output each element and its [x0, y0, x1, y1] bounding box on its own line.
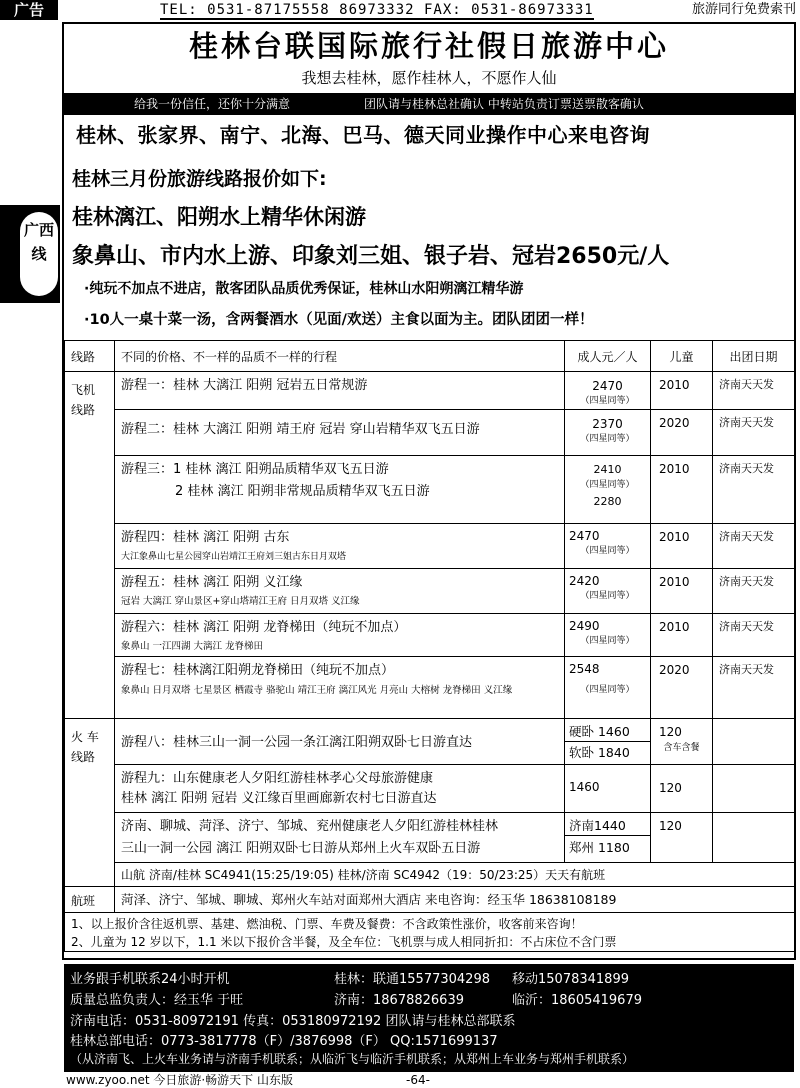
footer-text: 移动15078341899 — [512, 972, 629, 987]
header-cell: 线路 — [65, 341, 115, 372]
table-row: 火 车线路 游程八：桂林三山一洞一公园一条江漓江阳朔双卧七日游直达 硬卧 1460 软卧 1840 120 含车含餐 — [65, 719, 795, 765]
agency-title: 桂林台联国际旅行社假日旅游中心 — [188, 29, 669, 63]
routes-table — [64, 340, 795, 952]
footer-text: 业务跟手机联系24小时开机 — [70, 972, 230, 987]
header-cell: 不同的价格、不一样的品质不一样的行程 — [115, 341, 565, 372]
table-row: 游程五：桂林 漓江 阳朔 义江缘 冠岩 大漓江 穿山景区+穿山塔靖江王府 日月双塔 义江缘 2420 （四星同等） 2010 济南天天发 — [65, 569, 795, 614]
table-row: 飞机线路 游程一：桂林 大漓江 阳朔 冠岩五日常规游 2470 （四星同等） 2010 济南天天发 — [65, 372, 795, 410]
site-line: www.zyoo.net 今日旅游·畅游天下 山东版 — [66, 1073, 293, 1087]
header-cell: 儿童 — [651, 341, 713, 372]
agency-slogan: 我想去桂林，愿作桂林人，不愿作人仙 — [301, 69, 557, 87]
contact-text: TEL: 0531-87175558 86973332 FAX: 0531-86973331 — [160, 2, 594, 18]
footer-text: 临沂：18605419679 — [512, 993, 642, 1008]
tour-highlight: 象鼻山、市内水上游、印象刘三姐、银子岩、冠岩2650元/人 — [72, 244, 670, 269]
table-row: 济南、聊城、菏泽、济宁、邹城、兖州健康老人夕阳红游桂林桂林 三山一洞一公园 漓江 阳朔双卧七日游从郑州上火车双卧五日游 济南1440 郑州 1180 120 — [65, 813, 795, 863]
header-cell: 出团日期 — [713, 341, 795, 372]
band-right-text: 团队请与桂林总社确认 中转站负责订票送票散客确认 — [364, 97, 644, 111]
page-number: -64- — [406, 1073, 430, 1087]
category-cell: 飞机线路 — [65, 372, 115, 719]
table-row: 游程六：桂林 漓江 阳朔 龙脊梯田（纯玩不加点） 象鼻山 一江四湖 大漓江 龙脊梯田 2490 （四星同等） 2010 济南天天发 — [65, 614, 795, 657]
table-row: 游程七：桂林漓江阳朔龙脊梯田（纯玩不加点） 象鼻山 日月双塔 七星景区 栖霞寺 骆驼山 靖江王府 漓江风光 月亮山 大榕树 龙脊梯田 义江缘 2548 （四星同等） 2020 济南天天发 — [65, 657, 795, 719]
side-tab-label: 广西线 — [24, 221, 55, 263]
footer-contacts — [64, 964, 794, 1072]
ops-center-heading: 桂林、张家界、南宁、北海、巴马、德天同业操作中心来电咨询 — [76, 123, 650, 147]
footer-text: 济南：18678826639 — [334, 993, 464, 1008]
feature-bullet: ·10人一桌十菜一汤，含两餐酒水（见面/欢送）主食以面为主。团队团团一样！ — [84, 312, 594, 328]
table-row: 山航 济南/桂林 SC4941(15:25/19:05) 桂林/济南 SC4942（19：50/23:25）天天有航班 — [65, 863, 795, 887]
intro-heading: 桂林三月份旅游线路报价如下: — [72, 168, 327, 190]
footer-text: 质量总监负责人：经玉华 于旺 — [70, 993, 244, 1008]
ad-label: 广告 — [0, 0, 58, 20]
table-row: 游程二：桂林 大漓江 阳朔 靖王府 冠岩 穿山岩精华双飞五日游 2370 （四星同等） 2020 济南天天发 — [65, 410, 795, 456]
category-cell: 航班 — [65, 887, 115, 913]
notes-row: 1、以上报价含往返机票、基建、燃油税、门票、车费及餐费：不含政策性涨价，收客前来咨询！ 2、儿童为 12 岁以下，1.1 米以下报价含半餐，及全车位：飞机票与成人相同折扣：不占床位不含门票 — [65, 913, 795, 952]
table-header-row — [65, 341, 795, 372]
table-row: 游程三：1 桂林 漓江 阳朔品质精华双飞五日游 2 桂林 漓江 阳朔非常规品质精华双飞五日游 2410 （四星同等） 2280 2010 济南天天发 — [65, 456, 795, 524]
index-label: 旅游同行免费索刊 — [691, 2, 796, 17]
trust-band — [64, 93, 794, 115]
feature-bullet: ·纯玩不加点不进店，散客团队品质优秀保证，桂林山水阳朔漓江精华游 — [84, 281, 524, 297]
contact-bar — [160, 1, 594, 19]
header-cell: 成人元／人 — [565, 341, 651, 372]
footer-text: 济南电话：0531-80972191 传真：053180972192 团队请与桂林总部联系 — [70, 1014, 516, 1029]
category-cell: 火 车线路 — [65, 719, 115, 887]
band-left-text: 给我一份信任，还你十分满意 — [134, 97, 291, 111]
tour-title: 桂林漓江、阳朔水上精华休闲游 — [72, 205, 366, 229]
table-row: 游程四：桂林 漓江 阳朔 古东 大江象鼻山七星公园穿山岩靖江王府刘三姐古东日月双塔 2470 （四星同等） 2010 济南天天发 — [65, 524, 795, 569]
table-row: 游程九：山东健康老人夕阳红游桂林孝心父母旅游健康 桂林 漓江 阳朔 冠岩 义江缘百里画廊新农村七日游直达 1460 120 — [65, 765, 795, 813]
table-row: 航班 菏泽、济宁、邹城、聊城、郑州火车站对面郑州大酒店 来电咨询：经玉华 18638108189 — [65, 887, 795, 913]
footer-text: 桂林总部电话：0773-3817778（F）/3876998（F） QQ:1571699137 — [70, 1034, 498, 1049]
footer-text: （从济南飞、上火车业务请与济南手机联系；从临沂飞与临沂手机联系；从郑州上车业务与郑州手机联系） — [70, 1052, 635, 1066]
footer-text: 桂林：联通15577304298 — [334, 972, 490, 987]
